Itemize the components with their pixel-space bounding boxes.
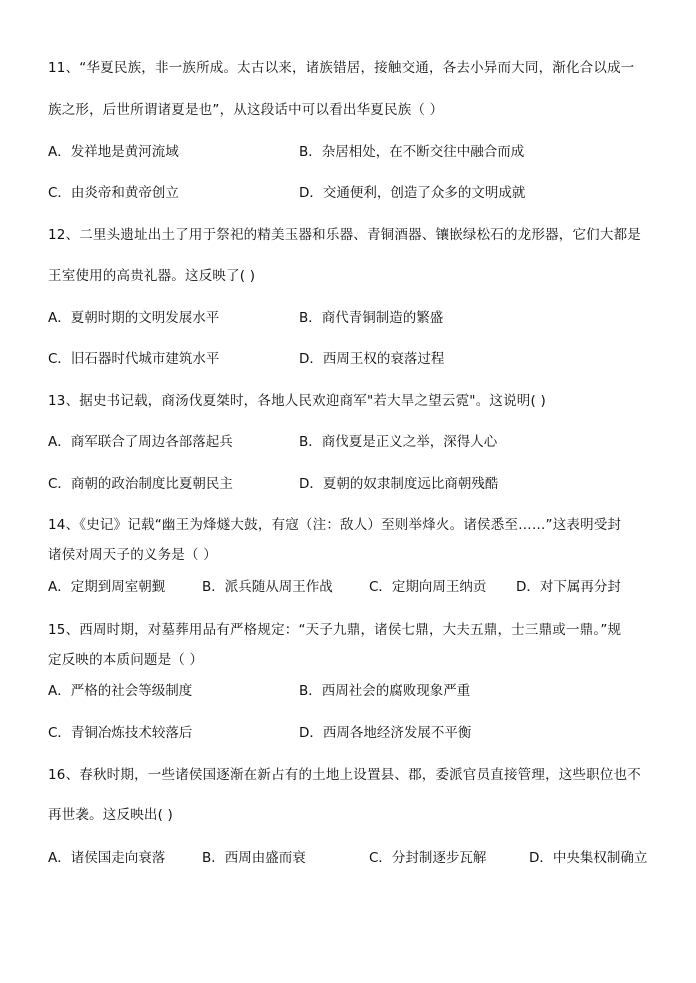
question-11-option-b: B．杂居相处，在不断交往中融合而成 (299, 144, 525, 160)
question-16-stem-line-2: 再世袭。这反映出( ) (48, 807, 174, 823)
question-12-option-b: B．商代青铜制造的繁盛 (299, 310, 444, 326)
question-16-option-c: C．分封制逐步瓦解 (369, 850, 487, 866)
question-12-stem-line-2: 王室使用的高贵礼器。这反映了( ) (48, 268, 256, 284)
question-12-option-a: A．夏朝时期的文明发展水平 (48, 310, 220, 326)
question-12-option-d: D．西周王权的衰落过程 (299, 351, 445, 367)
question-15-option-c: C．青铜冶炼技术较落后 (48, 725, 193, 741)
question-16-stem-line-1: 16、春秋时期，一些诸侯国逐渐在新占有的土地上设置县、郡，委派官员直接管理，这些职位也不 (48, 767, 641, 783)
question-13-option-a: A．商军联合了周边各部落起兵 (48, 434, 233, 450)
question-15-option-b: B．西周社会的腐败现象严重 (299, 683, 471, 699)
question-13-option-b: B．商伐夏是正义之举，深得人心 (299, 434, 498, 450)
question-14-option-d: D．对下属再分封 (516, 579, 621, 595)
question-14-stem-line-1: 14、《史记》记载“幽王为烽燧大鼓，有寇（注：敌人）至则举烽火。诸侯悉至……”这表明受封 (48, 517, 622, 533)
question-12-stem-line-1: 12、二里头遗址出土了用于祭祀的精美玉器和乐器、青铜酒器、镶嵌绿松石的龙形器，它们大都是 (48, 227, 641, 243)
question-11-stem-line-1: 11、“华夏民族，非一族所成。太古以来，诸族错居，接触交通，各去小异而大同，渐化合以成一 (48, 60, 635, 76)
question-12-option-c: C．旧石器时代城市建筑水平 (48, 351, 220, 367)
question-15-option-d: D．西周各地经济发展不平衡 (299, 725, 472, 741)
question-13-option-d: D．夏朝的奴隶制度远比商朝残酷 (299, 476, 499, 492)
question-13-option-c: C．商朝的政治制度比夏朝民主 (48, 476, 233, 492)
question-15-option-a: A．严格的社会等级制度 (48, 683, 193, 699)
question-11-stem-line-2: 族之形，后世所谓诸夏是也”，从这段话中可以看出华夏民族（ ） (48, 102, 444, 118)
question-16-option-b: B．西周由盛而衰 (202, 850, 306, 866)
question-14-stem-line-2: 诸侯对周天子的义务是（ ） (48, 547, 217, 563)
question-11-option-c: C．由炎帝和黄帝创立 (48, 185, 179, 201)
question-16-option-d: D．中央集权制确立 (529, 850, 648, 866)
question-13-stem-line-1: 13、据史书记载，商汤伐夏桀时，各地人民欢迎商军"若大旱之望云霓"。这说明( ) (48, 393, 546, 409)
question-14-option-b: B．派兵随从周王作战 (202, 579, 333, 595)
question-11-option-d: D．交通便利，创造了众多的文明成就 (299, 185, 526, 201)
question-15-stem-line-2: 定反映的本质问题是（ ） (48, 652, 204, 668)
question-16-option-a: A．诸侯国走向衰落 (48, 850, 166, 866)
question-14-option-c: C．定期向周王纳贡 (369, 579, 487, 595)
question-11-option-a: A．发祥地是黄河流域 (48, 144, 179, 160)
question-15-stem-line-1: 15、西周时期，对墓葬用品有严格规定：“天子九鼎，诸侯七鼎，大夫五鼎，士三鼎或一鼎。”规 (48, 622, 622, 638)
question-14-option-a: A．定期到周室朝觐 (48, 579, 166, 595)
